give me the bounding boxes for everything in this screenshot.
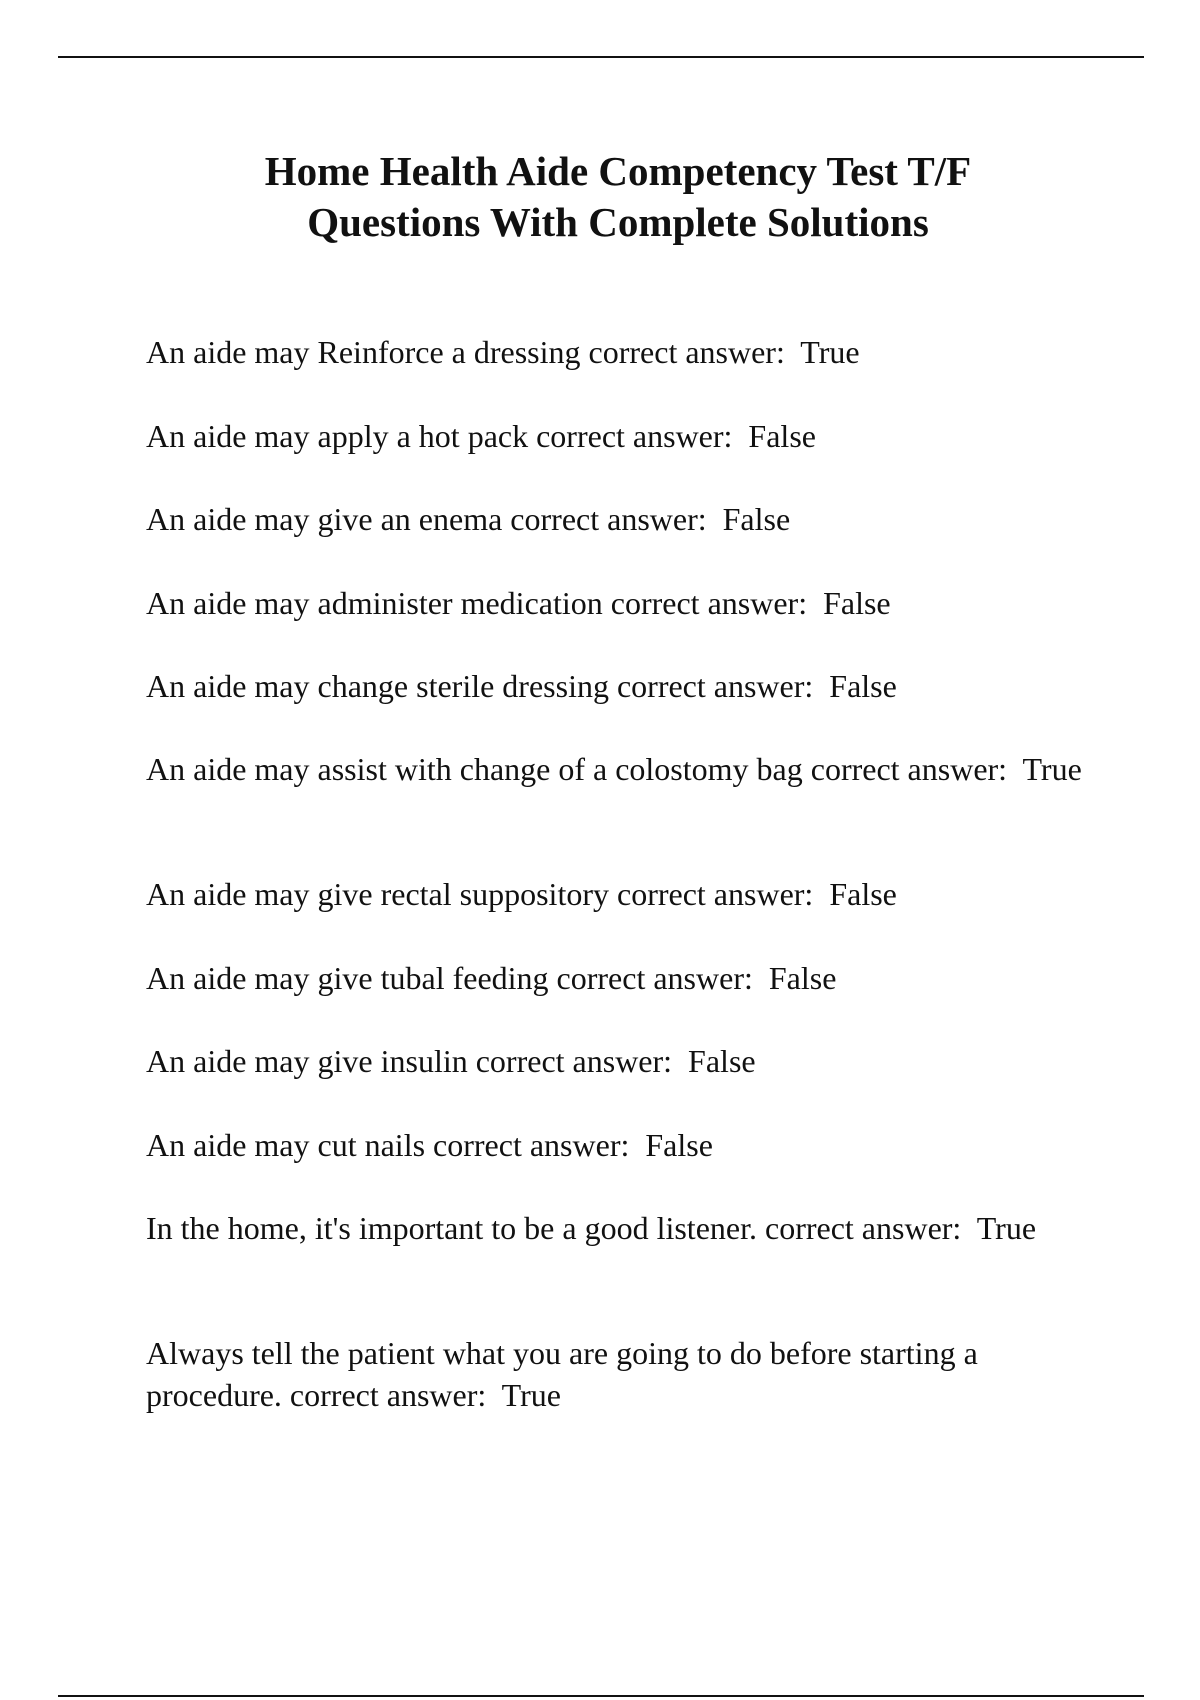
question-text: An aide may give an enema <box>146 501 503 537</box>
question-text: An aide may assist with change of a colostomy bag <box>146 751 803 787</box>
question-item-9 <box>146 1040 1106 1082</box>
answer-label: correct answer: <box>475 1043 673 1079</box>
question-item-12 <box>146 1332 1106 1416</box>
question-item-4 <box>146 582 1106 624</box>
question-text: An aide may cut nails <box>146 1127 426 1163</box>
question-text: An aide may change sterile dressing <box>146 668 609 704</box>
question-text: An aide may give tubal feeding <box>146 960 549 996</box>
answer-label: correct answer: <box>433 1127 630 1163</box>
question-text: An aide may administer medication <box>146 585 603 621</box>
answer-value: False <box>829 668 897 704</box>
question-text: An aide may apply a hot pack <box>146 418 529 454</box>
answer-value: False <box>823 585 891 621</box>
answer-value: True <box>501 1377 561 1413</box>
answer-value: False <box>829 876 897 912</box>
question-item-2 <box>146 415 1106 457</box>
title-line-2: Questions With Complete Solutions <box>307 199 929 245</box>
question-item-7 <box>146 873 1106 915</box>
answer-value: False <box>688 1043 756 1079</box>
answer-label: correct answer: <box>289 1377 487 1413</box>
answer-label: correct answer: <box>556 960 753 996</box>
answer-label: correct answer: <box>810 751 1008 787</box>
answer-label: correct answer: <box>616 876 814 912</box>
question-text: In the home, it's important to be a good listener. <box>146 1210 757 1246</box>
question-item-1 <box>146 331 1106 373</box>
question-text: An aide may give rectal suppository <box>146 876 609 912</box>
question-item-3 <box>146 498 1106 540</box>
question-item-8 <box>146 957 1106 999</box>
answer-value: False <box>645 1127 713 1163</box>
answer-value: False <box>748 418 816 454</box>
question-item-11 <box>146 1207 1106 1249</box>
answer-label: correct answer: <box>510 501 707 537</box>
answer-label: correct answer: <box>764 1210 962 1246</box>
answer-value: False <box>722 501 791 537</box>
top-divider <box>58 56 1144 58</box>
question-text: Always tell the patient what you are going to do before starting a procedure. <box>146 1335 978 1413</box>
document-title <box>150 146 1086 248</box>
answer-label: correct answer: <box>616 668 814 704</box>
answer-value: True <box>1022 751 1082 787</box>
question-item-6 <box>146 748 1106 790</box>
bottom-divider <box>58 1695 1144 1697</box>
answer-label: correct answer: <box>588 334 785 370</box>
answer-value: True <box>800 334 860 370</box>
title-line-1: Home Health Aide Competency Test T/F <box>264 148 972 194</box>
answer-value: False <box>768 960 837 996</box>
question-text: An aide may give insulin <box>146 1043 468 1079</box>
answer-label: correct answer: <box>536 418 733 454</box>
question-item-5 <box>146 665 1106 707</box>
answer-label: correct answer: <box>610 585 808 621</box>
question-text: An aide may Reinforce a dressing <box>146 334 581 370</box>
answer-value: True <box>976 1210 1037 1246</box>
question-item-10 <box>146 1124 1106 1166</box>
